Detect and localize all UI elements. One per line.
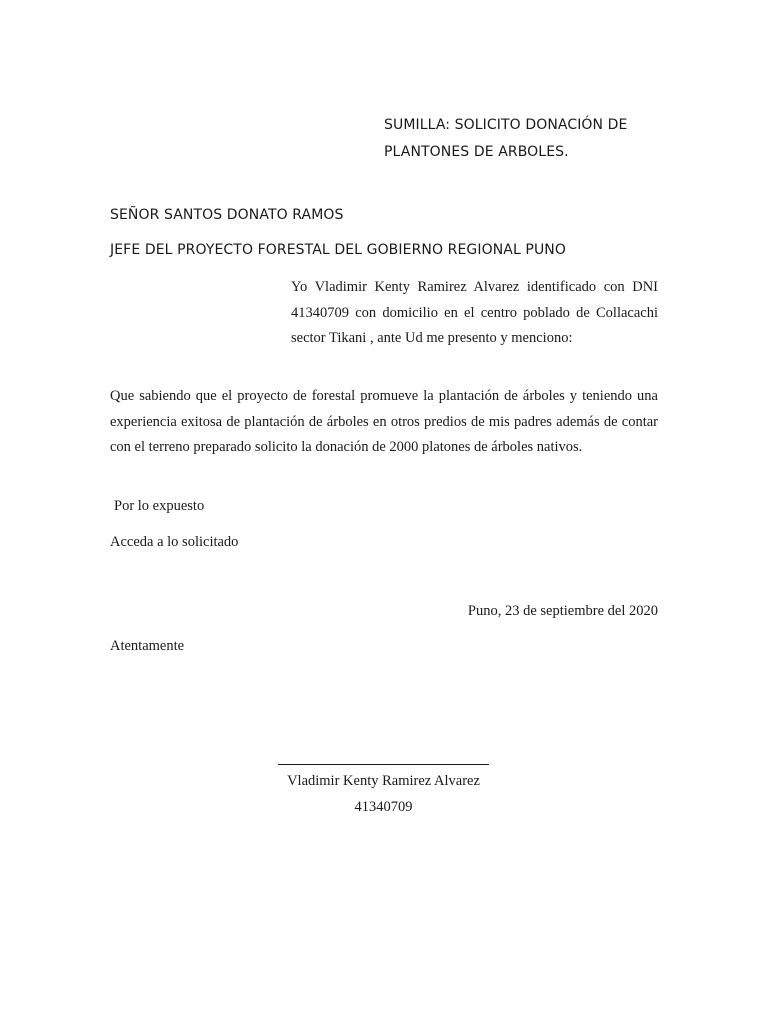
closing-regards: Atentamente <box>110 638 185 654</box>
date-line: Puno, 23 de septiembre del 2020 <box>467 603 658 619</box>
signature-dni: 41340709 <box>354 799 413 815</box>
sumilla-line-1: SUMILLA: SOLICITO DONACIÓN DE <box>384 117 628 133</box>
body-paragraph: Que sabiendo que el proyecto de forestal promueve la plantación de árboles y teniendo una experiencia exitosa de plantación de árboles en otros predios de mis padres además de contar con el terreno preparado solicito la donación de 2000 platones de árboles nativos. <box>110 388 658 455</box>
por-lo-expuesto: Por lo expuesto <box>114 498 205 514</box>
acceda-line: Acceda a lo solicitado <box>110 534 239 550</box>
recipient-position: JEFE DEL PROYECTO FORESTAL DEL GOBIERNO REGIONAL PUNO <box>110 242 566 258</box>
signature-name: Vladimir Kenty Ramirez Alvarez <box>287 773 480 789</box>
intro-paragraph: Yo Vladimir Kenty Ramirez Alvarez identificado con DNI 41340709 con domicilio en el centro poblado de Collacachi sector Tikani , ante Ud me presento y menciono: <box>291 279 658 346</box>
recipient-name: SEÑOR SANTOS DONATO RAMOS <box>110 207 344 223</box>
sumilla-block <box>384 112 724 166</box>
sumilla-line-2: PLANTONES DE ARBOLES. <box>384 144 569 160</box>
signature-line <box>278 764 489 765</box>
